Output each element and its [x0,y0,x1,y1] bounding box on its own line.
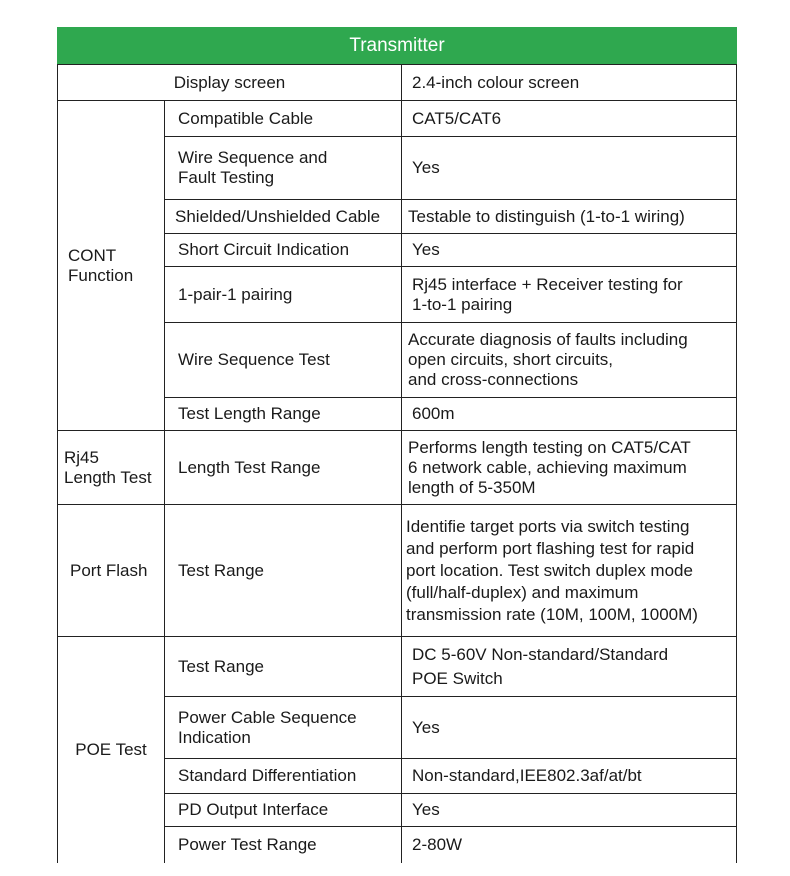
table-row [58,431,737,505]
category-rj45-length-test: Rj45 Length Test [58,431,165,505]
spec-value: Accurate diagnosis of faults including open circuits, short circuits, and cross-connections [402,323,737,398]
spec-value: Performs length testing on CAT5/CAT 6 network cable, achieving maximum length of 5-350M [402,431,737,505]
spec-label: Power Test Range [165,827,402,863]
spec-label: Short Circuit Indication [165,234,402,267]
spec-table [57,27,737,863]
spec-value: Yes [402,697,737,759]
spec-label: Compatible Cable [165,101,402,137]
spec-value: Testable to distinguish (1-to-1 wiring) [402,200,737,234]
spec-value: Rj45 interface + Receiver testing for 1-to-1 pairing [402,267,737,323]
spec-value: CAT5/CAT6 [402,101,737,137]
spec-value: 600m [402,398,737,431]
spec-value: Yes [402,137,737,200]
spec-value: Identifie target ports via switch testing and perform port flashing test for rapid port location. Test switch duplex mode (full/half-duplex) and maximum transmission rate (10M, 100M, 1000M) [402,505,737,637]
spec-value: DC 5-60V Non-standard/Standard POE Switch [402,637,737,697]
spec-value: Non-standard,IEE802.3af/at/bt [402,759,737,794]
spec-value: 2-80W [402,827,737,863]
spec-label: Test Length Range [165,398,402,431]
spec-label: Test Range [165,637,402,697]
category-poe-test: POE Test [58,637,165,863]
table-row [58,505,737,637]
spec-sheet [57,27,736,863]
table-row [58,637,737,697]
spec-label: Length Test Range [165,431,402,505]
table-row [58,101,737,137]
spec-label: Wire Sequence Test [165,323,402,398]
table-title: Transmitter [58,28,737,65]
spec-label: Test Range [165,505,402,637]
spec-label: Standard Differentiation [165,759,402,794]
spec-label: Wire Sequence and Fault Testing [165,137,402,200]
spec-value: Yes [402,794,737,827]
display-screen-row [58,65,737,101]
spec-label: Shielded/Unshielded Cable [165,200,402,234]
spec-value: Yes [402,234,737,267]
spec-label: 1-pair-1 pairing [165,267,402,323]
display-screen-value: 2.4-inch colour screen [402,65,737,101]
table-header-row [58,28,737,65]
category-cont-function: CONT Function [58,101,165,431]
spec-label: Power Cable Sequence Indication [165,697,402,759]
display-screen-label: Display screen [58,65,402,101]
category-port-flash: Port Flash [58,505,165,637]
spec-label: PD Output Interface [165,794,402,827]
